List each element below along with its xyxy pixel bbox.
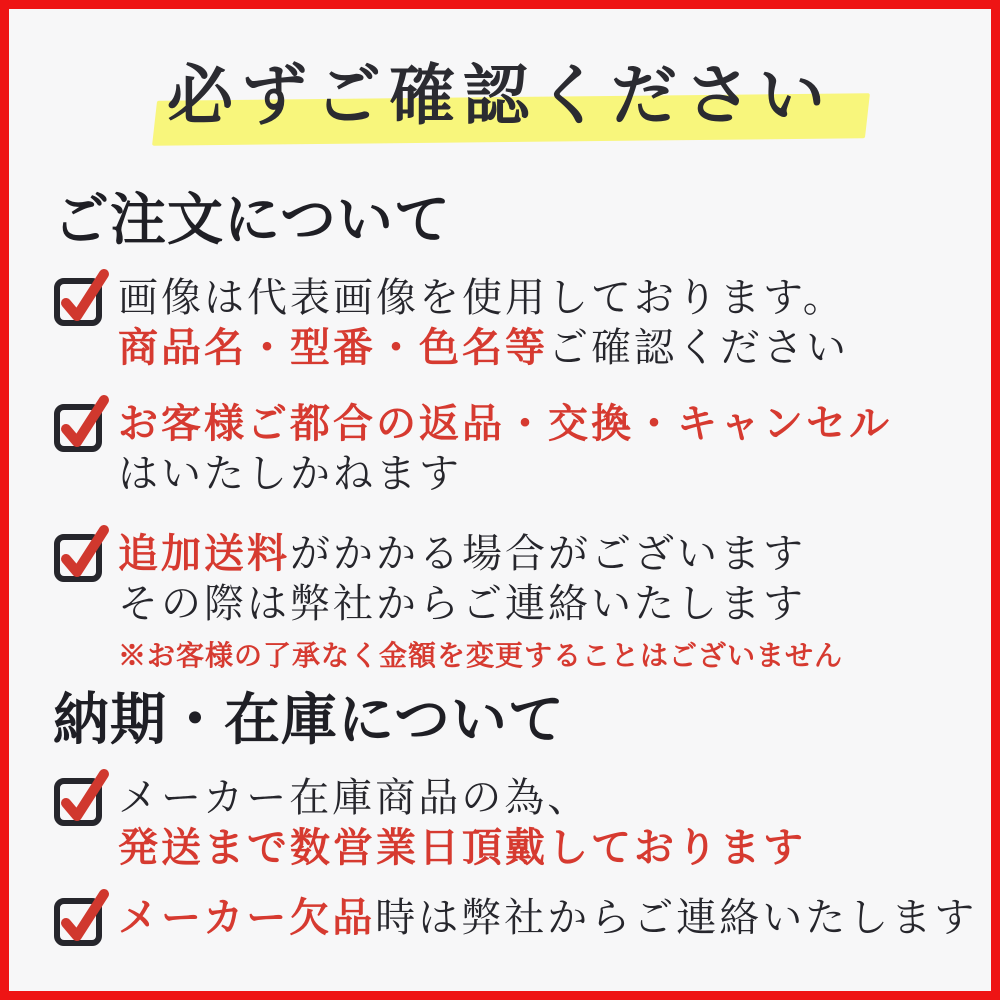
text-segment: はいたしかねます	[118, 451, 462, 496]
notice-line	[118, 579, 843, 629]
item-text	[118, 399, 892, 499]
checked-checkbox-icon	[53, 523, 111, 585]
price-change-note: ※お客様の了承なく金額を変更することはございません	[118, 641, 844, 672]
checked-checkbox-icon	[53, 887, 111, 949]
notice-line	[118, 323, 849, 373]
item-text	[118, 773, 806, 873]
section-heading-delivery: 納期・在庫について	[53, 690, 565, 752]
text-segment: 追加送料	[118, 531, 290, 576]
text-segment: がかかる場合がございます	[290, 531, 806, 576]
notice-line	[118, 773, 806, 823]
notice-line	[118, 399, 892, 449]
checked-checkbox-icon	[53, 393, 111, 455]
text-segment: メーカー在庫商品の為、	[118, 775, 591, 820]
notice-line	[118, 449, 892, 499]
notice-line	[118, 893, 977, 943]
list-item	[53, 529, 843, 675]
text-segment: ご確認ください	[548, 325, 849, 370]
item-text	[118, 529, 843, 675]
list-item	[53, 893, 977, 949]
section-heading-orders: ご注文について	[53, 190, 451, 252]
notice-line	[118, 273, 849, 323]
text-segment: メーカー欠品	[118, 895, 376, 940]
list-item	[53, 773, 806, 873]
item-text	[118, 893, 977, 943]
text-segment: 発送まで数営業日頂戴しております	[118, 825, 806, 870]
text-segment: お客様ご都合の返品・交換・キャンセル	[118, 401, 892, 446]
text-segment: 時は弊社からご連絡いたします	[375, 895, 978, 940]
notice-line	[118, 529, 843, 579]
page-title-area	[9, 47, 991, 157]
text-segment: 画像は代表画像を使用しております。	[118, 275, 846, 320]
checked-checkbox-icon	[53, 767, 111, 829]
checked-checkbox-icon	[53, 267, 111, 329]
list-item	[53, 399, 892, 499]
list-item	[53, 273, 849, 373]
item-text	[118, 273, 849, 373]
page-title: 必ずご確認ください	[167, 60, 833, 133]
text-segment: 商品名・型番・色名等	[118, 325, 548, 370]
notice-line	[118, 823, 806, 873]
text-segment: その際は弊社からご連絡いたします	[118, 581, 806, 626]
